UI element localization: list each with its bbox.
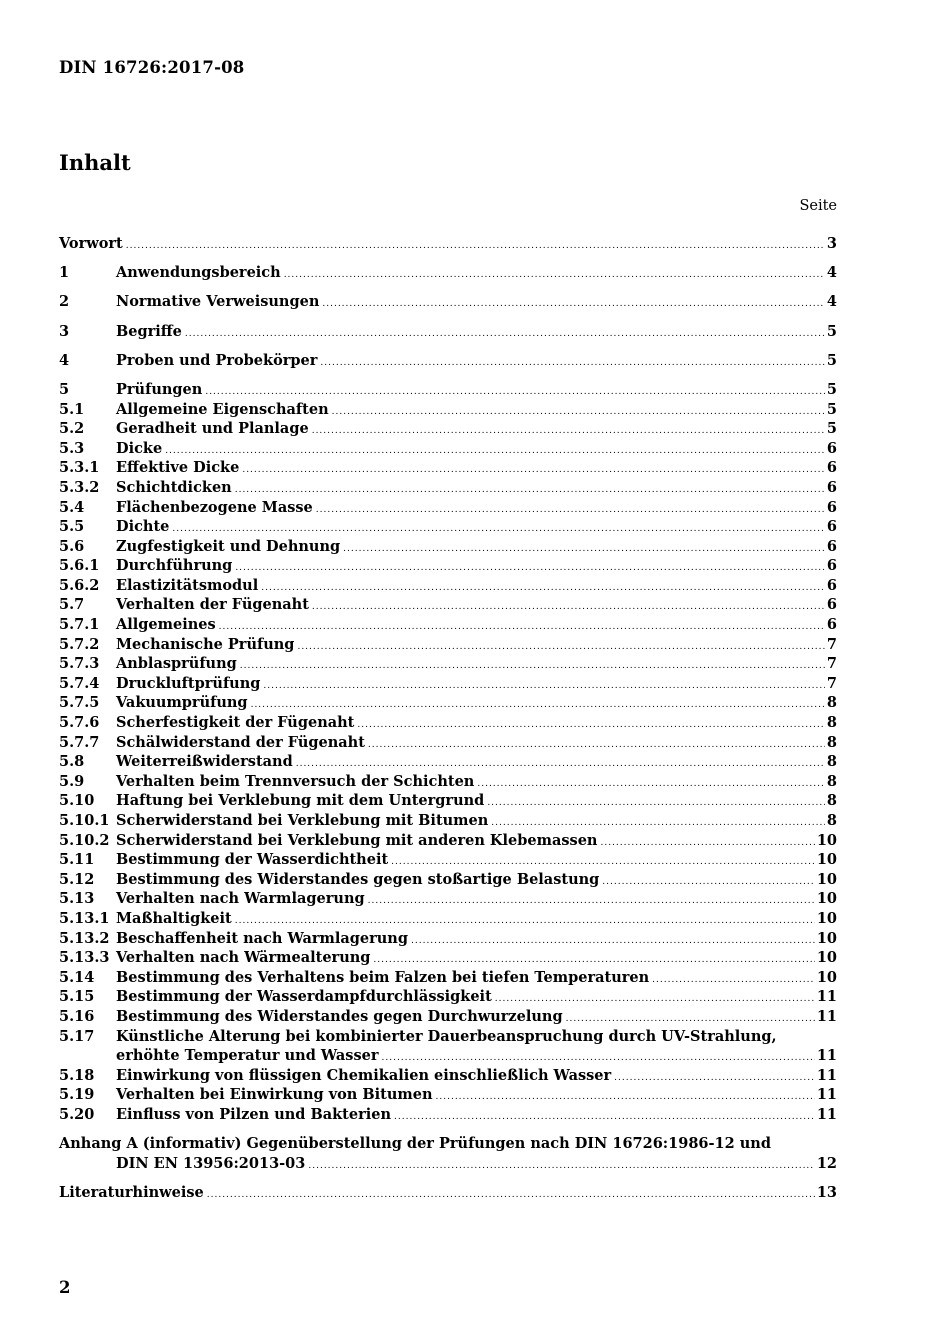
toc-entry[interactable] — [59, 713, 837, 733]
toc-entry-number: 5.3.1 — [59, 459, 100, 477]
toc-entry-number: 5.7.3 — [59, 655, 100, 673]
toc-entry[interactable] — [59, 654, 837, 674]
toc-entry-title: Proben und Probekörper — [116, 351, 318, 369]
toc-entry[interactable] — [59, 850, 837, 870]
toc-entry-number: 5.10.1 — [59, 812, 110, 829]
toc-entry-number: 5.7.5 — [59, 694, 100, 712]
toc-entry-number: 2 — [59, 293, 70, 311]
toc-entry-page: 11 — [816, 1066, 837, 1084]
toc-entry-page: 6 — [826, 557, 837, 575]
toc-entry-title: DIN EN 13956:2013-03 — [116, 1154, 306, 1172]
toc-entry-title: Einfluss von Pilzen und Bakterien — [116, 1105, 392, 1123]
table-of-contents — [59, 234, 837, 1202]
toc-entry[interactable] — [59, 351, 837, 371]
toc-entry-number: 5.13.2 — [59, 929, 110, 947]
toc-entry-title: Allgemeines — [116, 616, 216, 634]
toc-entry-page: 11 — [816, 1105, 837, 1123]
toc-entry-title: Anblasprüfung — [116, 655, 237, 673]
dot-leader — [219, 618, 825, 638]
toc-entry-page: 11 — [816, 1086, 837, 1104]
dot-leader — [487, 794, 825, 814]
toc-entry-number: 5.6.1 — [59, 557, 100, 575]
toc-entry-number: 5.16 — [59, 1007, 95, 1025]
page-title: Inhalt — [59, 150, 131, 175]
toc-entry-number: 5.7.7 — [59, 733, 100, 751]
toc-entry-title: Anwendungsbereich — [116, 264, 281, 282]
toc-entry-page: 10 — [816, 909, 837, 927]
dot-leader — [126, 237, 825, 257]
toc-entry-number: 5.18 — [59, 1066, 95, 1084]
dot-leader — [368, 736, 825, 756]
toc-entry-page: 6 — [826, 518, 837, 536]
toc-entry-page: 8 — [826, 772, 837, 790]
toc-entry-title: Prüfungen — [116, 380, 203, 398]
toc-entry-title: Schälwiderstand der Fügenaht — [116, 733, 365, 751]
toc-entry-page: 5 — [826, 351, 837, 369]
toc-entry-number: 5.3 — [59, 439, 85, 457]
toc-entry-page: 8 — [826, 714, 837, 732]
dot-leader — [242, 461, 825, 481]
toc-entry[interactable] — [59, 517, 837, 537]
toc-entry-page: 3 — [826, 235, 837, 252]
toc-entry[interactable] — [59, 234, 837, 254]
toc-entry-number: 5.20 — [59, 1105, 95, 1123]
toc-entry-title: Verhalten nach Warmlagerung — [116, 890, 365, 908]
toc-entry-page: 6 — [826, 439, 837, 457]
toc-entry-title: Elastizitätsmodul — [116, 576, 259, 594]
toc-entry-number: 5.15 — [59, 988, 95, 1006]
toc-entry-number: 5.8 — [59, 753, 85, 771]
toc-entry[interactable] — [59, 498, 837, 518]
toc-entry-number: 3 — [59, 322, 70, 340]
toc-entry-title: Allgemeine Eigenschaften — [116, 400, 329, 418]
toc-entry-page: 10 — [816, 831, 837, 849]
toc-entry-page: 8 — [826, 812, 837, 829]
toc-entry-title: Bestimmung der Wasserdichtheit — [116, 851, 389, 869]
toc-entry[interactable] — [59, 537, 837, 557]
toc-entry[interactable] — [59, 556, 837, 576]
toc-entry-title: Scherfestigkeit der Fügenaht — [116, 714, 355, 732]
toc-entry-title: Beschaffenheit nach Warmlagerung — [116, 929, 408, 947]
toc-entry[interactable] — [59, 478, 837, 498]
dot-leader — [343, 540, 825, 560]
toc-entry-number: 5.6 — [59, 537, 85, 555]
page-number: 2 — [59, 1278, 71, 1297]
toc-entry-page: 8 — [826, 694, 837, 712]
toc-entry-number: 5.7.4 — [59, 674, 100, 692]
toc-entry-bibliography[interactable] — [59, 1183, 837, 1203]
toc-entry[interactable] — [59, 635, 837, 655]
toc-entry-page: 7 — [826, 635, 837, 653]
toc-entry-page: 11 — [816, 1007, 837, 1025]
toc-entry-page: 6 — [826, 616, 837, 634]
toc-entry-title: Begriffe — [116, 322, 182, 340]
toc-entry-number: 5.6.2 — [59, 576, 100, 594]
toc-entry-number: 5.14 — [59, 968, 95, 986]
toc-entry[interactable] — [59, 772, 837, 792]
toc-entry-page: 11 — [816, 1047, 837, 1065]
toc-entry[interactable] — [59, 380, 837, 400]
toc-entry-number: 5.19 — [59, 1086, 95, 1104]
toc-entry-page: 13 — [816, 1183, 837, 1201]
toc-entry-page: 8 — [826, 792, 837, 810]
toc-entry-number: 5 — [59, 380, 70, 398]
toc-entry-number: 5.7.6 — [59, 714, 100, 732]
toc-entry-title: Bestimmung des Verhaltens beim Falzen bei tiefen Temperaturen — [116, 968, 650, 986]
toc-entry-title: Dichte — [116, 518, 170, 536]
dot-leader — [602, 873, 815, 893]
toc-entry[interactable] — [59, 1085, 837, 1105]
toc-entry[interactable] — [59, 439, 837, 459]
toc-entry-page: 8 — [826, 733, 837, 751]
toc-entry-number: 5.7 — [59, 596, 85, 614]
dot-leader — [357, 716, 825, 736]
toc-entry-number: 5.17 — [59, 1027, 95, 1045]
toc-entry-title: Flächenbezogene Masse — [116, 498, 313, 516]
toc-entry-title: Schichtdicken — [116, 478, 232, 496]
toc-entry-number: 5.9 — [59, 772, 85, 790]
toc-entry[interactable] — [59, 870, 837, 890]
toc-entry-page: 5 — [826, 400, 837, 418]
dot-leader — [207, 1186, 815, 1206]
toc-entry-title: Mechanische Prüfung — [116, 635, 295, 653]
dot-leader — [261, 579, 825, 599]
dot-leader — [368, 892, 815, 912]
toc-entry-number: 5.1 — [59, 400, 85, 418]
toc-entry-number: 5.11 — [59, 851, 95, 869]
toc-entry-title: Verhalten der Fügenaht — [116, 596, 309, 614]
dot-leader — [312, 422, 825, 442]
toc-entry-number: 5.12 — [59, 870, 95, 888]
toc-entry-title: Bestimmung des Widerstandes gegen stoßartige Belastung — [116, 870, 600, 888]
dot-leader — [185, 325, 825, 345]
toc-entry[interactable] — [59, 1027, 837, 1047]
toc-entry[interactable] — [59, 831, 837, 851]
toc-entry[interactable] — [59, 1105, 837, 1125]
toc-entry[interactable] — [59, 419, 837, 439]
toc-entry[interactable] — [59, 987, 837, 1007]
toc-entry[interactable] — [59, 948, 837, 968]
toc-entry-number: 4 — [59, 351, 70, 369]
toc-entry-number: 5.3.2 — [59, 478, 100, 496]
toc-entry-page: 7 — [826, 674, 837, 692]
toc-entry[interactable] — [59, 909, 837, 929]
toc-entry-title: Vorwort — [59, 235, 123, 252]
toc-entry-page: 10 — [816, 890, 837, 908]
toc-entry[interactable] — [59, 693, 837, 713]
dot-leader — [436, 1088, 815, 1108]
toc-entry-title: Bestimmung des Widerstandes gegen Durchwurzelung — [116, 1007, 563, 1025]
toc-entry[interactable] — [59, 889, 837, 909]
toc-entry-title: Literaturhinweise — [59, 1183, 204, 1201]
toc-entry-page: 10 — [816, 851, 837, 869]
toc-entry-page: 8 — [826, 753, 837, 771]
dot-leader — [240, 657, 825, 677]
toc-entry-title: Bestimmung der Wasserdampfdurchlässigkeit — [116, 988, 492, 1006]
toc-entry-title: Scherwiderstand bei Verklebung mit anderen Klebemassen — [116, 831, 598, 849]
dot-leader — [477, 775, 825, 795]
dot-leader — [284, 266, 825, 286]
toc-entry-page: 6 — [826, 596, 837, 614]
toc-entry-page: 5 — [826, 322, 837, 340]
toc-entry-title: Haftung bei Verklebung mit dem Untergrund — [116, 792, 485, 810]
toc-entry-continuation[interactable] — [59, 1046, 837, 1066]
toc-entry-page: 7 — [826, 655, 837, 673]
toc-entry-page: 4 — [826, 264, 837, 282]
toc-entry-number: 5.10 — [59, 792, 95, 810]
toc-entry-title: erhöhte Temperatur und Wasser — [116, 1047, 379, 1065]
toc-entry-title: Verhalten bei Einwirkung von Bitumen — [116, 1086, 433, 1104]
toc-entry[interactable] — [59, 322, 837, 342]
dot-leader — [394, 1108, 815, 1128]
dot-leader — [165, 442, 825, 462]
dot-leader — [263, 677, 825, 697]
toc-entry-number: 5.13.3 — [59, 949, 110, 967]
toc-entry-number: 1 — [59, 264, 70, 282]
dot-leader — [312, 598, 825, 618]
toc-entry-title: Druckluftprüfung — [116, 674, 261, 692]
dot-leader — [411, 932, 815, 952]
toc-entry[interactable] — [59, 733, 837, 753]
toc-entry-page: 10 — [816, 949, 837, 967]
toc-entry-title: Weiterreißwiderstand — [116, 753, 293, 771]
dot-leader — [235, 481, 825, 501]
toc-entry-number: 5.2 — [59, 420, 85, 438]
toc-entry-number: 5.4 — [59, 498, 85, 516]
dot-leader — [652, 971, 815, 991]
toc-entry-page: 6 — [826, 498, 837, 516]
dot-leader — [297, 638, 824, 658]
toc-entry-title: Zugfestigkeit und Dehnung — [116, 537, 341, 555]
toc-entry-title: Anhang A (informativ) Gegenüberstellung der Prüfungen nach DIN 16726:1986-12 und — [59, 1135, 771, 1153]
toc-entry-number: 5.13.1 — [59, 909, 110, 927]
toc-entry[interactable] — [59, 929, 837, 949]
dot-leader — [308, 1157, 814, 1177]
toc-entry[interactable] — [59, 752, 837, 772]
toc-entry-number: 5.7.1 — [59, 616, 100, 634]
toc-entry[interactable] — [59, 811, 837, 831]
toc-entry-page: 6 — [826, 478, 837, 496]
toc-entry-title: Durchführung — [116, 557, 233, 575]
toc-entry[interactable] — [59, 674, 837, 694]
toc-entry[interactable] — [59, 292, 837, 312]
toc-entry[interactable] — [59, 791, 837, 811]
toc-entry-number: 5.5 — [59, 518, 85, 536]
dot-leader — [600, 834, 814, 854]
toc-entry-page: 10 — [816, 968, 837, 986]
toc-entry-number: 5.13 — [59, 890, 95, 908]
toc-entry-title: Geradheit und Planlage — [116, 420, 309, 438]
dot-leader — [614, 1069, 815, 1089]
toc-entry[interactable] — [59, 595, 837, 615]
toc-entry-page: 4 — [826, 293, 837, 311]
toc-entry[interactable] — [59, 576, 837, 596]
toc-entry-page: 10 — [816, 929, 837, 947]
toc-entry-number: 5.7.2 — [59, 635, 100, 653]
seite-column-label: Seite — [799, 198, 837, 214]
toc-entry-title: Dicke — [116, 439, 163, 457]
toc-entry-title: Maßhaltigkeit — [116, 909, 232, 927]
toc-entry-title: Scherwiderstand bei Verklebung mit Bitumen — [116, 812, 489, 829]
dot-leader — [320, 354, 825, 374]
toc-entry-title: Künstliche Alterung bei kombinierter Dauerbeanspruchung durch UV-Strahlung, — [116, 1027, 777, 1045]
toc-entry[interactable] — [59, 615, 837, 635]
toc-entry[interactable] — [59, 1007, 837, 1027]
toc-entry-page: 6 — [826, 537, 837, 555]
toc-entry[interactable] — [59, 1066, 837, 1086]
toc-entry-title: Effektive Dicke — [116, 459, 240, 477]
toc-entry-page: 12 — [816, 1154, 837, 1172]
toc-entry[interactable] — [59, 458, 837, 478]
dot-leader — [235, 559, 825, 579]
dot-leader — [316, 501, 825, 521]
toc-entry[interactable] — [59, 263, 837, 283]
toc-entry-title: Einwirkung von flüssigen Chemikalien einschließlich Wasser — [116, 1066, 612, 1084]
toc-entry-page: 11 — [816, 988, 837, 1006]
toc-entry-page: 6 — [826, 459, 837, 477]
toc-entry[interactable] — [59, 400, 837, 420]
toc-entry-page: 10 — [816, 870, 837, 888]
toc-entry-page: 6 — [826, 576, 837, 594]
toc-entry-page: 5 — [826, 380, 837, 398]
dot-leader — [332, 403, 825, 423]
toc-entry-number: 5.10.2 — [59, 831, 110, 849]
toc-entry-page: 5 — [826, 420, 837, 438]
document-id: DIN 16726:2017-08 — [59, 58, 245, 77]
toc-entry-annex[interactable] — [59, 1134, 837, 1154]
toc-entry-title: Verhalten nach Wärmealterung — [116, 949, 371, 967]
toc-entry-title: Verhalten beim Trennversuch der Schichten — [116, 772, 475, 790]
dot-leader — [322, 295, 825, 315]
toc-entry-continuation[interactable] — [59, 1154, 837, 1174]
toc-entry-title: Normative Verweisungen — [116, 293, 320, 311]
toc-entry[interactable] — [59, 968, 837, 988]
toc-entry-title: Vakuumprüfung — [116, 694, 248, 712]
